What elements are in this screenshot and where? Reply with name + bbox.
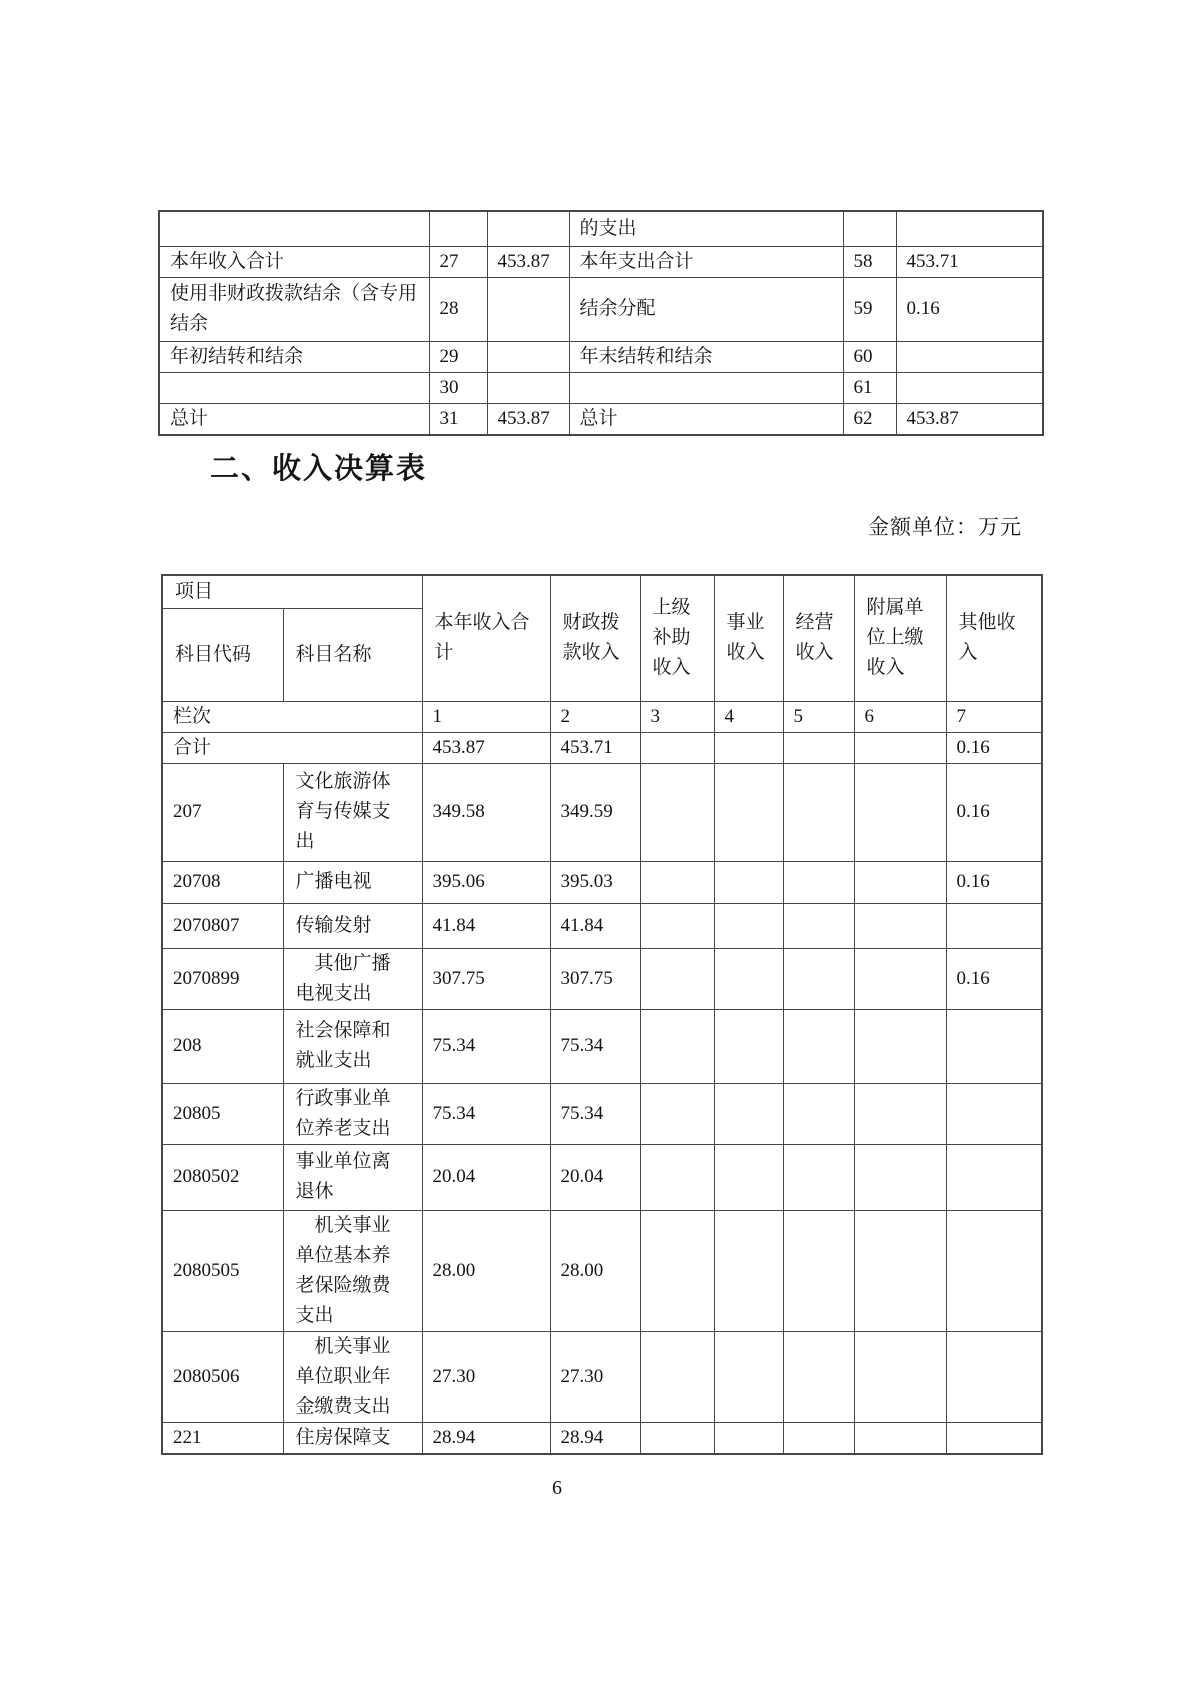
value-cell xyxy=(946,1144,1042,1210)
value-cell xyxy=(783,948,854,1009)
code-cell: 207 xyxy=(162,763,283,861)
summary-cell xyxy=(896,341,1043,372)
value-cell xyxy=(640,948,714,1009)
value-cell: 0.16 xyxy=(946,948,1042,1009)
header-code: 科目代码 xyxy=(162,608,283,701)
value-cell xyxy=(640,1422,714,1454)
page-number: 6 xyxy=(552,1477,562,1499)
summary-cell: 59 xyxy=(843,277,896,341)
value-cell xyxy=(854,1083,946,1144)
value-cell xyxy=(854,861,946,903)
value-cell xyxy=(854,1144,946,1210)
data-row xyxy=(162,763,1042,861)
value-cell: 307.75 xyxy=(422,948,550,1009)
lanci-cell: 5 xyxy=(783,701,854,732)
summary-cell xyxy=(896,211,1043,246)
summary-cell: 58 xyxy=(843,246,896,277)
value-cell xyxy=(854,1210,946,1331)
total-cell xyxy=(783,732,854,763)
value-cell xyxy=(714,903,783,948)
summary-cell xyxy=(487,211,569,246)
header-project: 项目 xyxy=(162,575,422,608)
name-cell: 其他广播电视支出 xyxy=(283,948,422,1009)
code-cell: 2080502 xyxy=(162,1144,283,1210)
value-cell: 28.94 xyxy=(550,1422,640,1454)
value-cell: 41.84 xyxy=(422,903,550,948)
table-row xyxy=(159,277,1043,341)
lanci-row xyxy=(162,701,1042,732)
data-row xyxy=(162,1331,1042,1422)
summary-cell: 60 xyxy=(843,341,896,372)
value-cell xyxy=(783,1422,854,1454)
value-cell xyxy=(714,1331,783,1422)
summary-table xyxy=(158,210,1044,436)
value-cell: 27.30 xyxy=(422,1331,550,1422)
lanci-cell: 7 xyxy=(946,701,1042,732)
data-row xyxy=(162,1144,1042,1210)
summary-cell: 62 xyxy=(843,403,896,435)
value-cell xyxy=(946,903,1042,948)
value-cell: 27.30 xyxy=(550,1331,640,1422)
code-cell: 2070899 xyxy=(162,948,283,1009)
name-cell: 传输发射 xyxy=(283,903,422,948)
lanci-cell: 2 xyxy=(550,701,640,732)
value-cell: 75.34 xyxy=(550,1083,640,1144)
code-cell: 221 xyxy=(162,1422,283,1454)
value-cell xyxy=(854,1331,946,1422)
value-cell xyxy=(783,1144,854,1210)
summary-cell: 30 xyxy=(429,372,487,403)
summary-cell: 使用非财政拨款结余（含专用结余 xyxy=(159,277,429,341)
summary-cell: 453.87 xyxy=(487,246,569,277)
total-label: 合计 xyxy=(162,732,422,763)
unit-note: 金额单位：万元 xyxy=(868,515,1022,539)
summary-cell: 31 xyxy=(429,403,487,435)
header-col: 事业收入 xyxy=(714,575,783,701)
value-cell xyxy=(714,1422,783,1454)
total-row xyxy=(162,732,1042,763)
summary-cell xyxy=(487,341,569,372)
value-cell: 395.06 xyxy=(422,861,550,903)
total-cell: 0.16 xyxy=(946,732,1042,763)
value-cell: 349.58 xyxy=(422,763,550,861)
lanci-cell: 4 xyxy=(714,701,783,732)
value-cell: 307.75 xyxy=(550,948,640,1009)
value-cell: 28.00 xyxy=(550,1210,640,1331)
name-cell: 机关事业单位职业年金缴费支出 xyxy=(283,1331,422,1422)
summary-cell: 453.87 xyxy=(896,403,1043,435)
value-cell xyxy=(640,1210,714,1331)
summary-cell: 本年收入合计 xyxy=(159,246,429,277)
value-cell xyxy=(783,1009,854,1083)
table-row xyxy=(159,403,1043,435)
code-cell: 2080506 xyxy=(162,1331,283,1422)
value-cell xyxy=(714,1210,783,1331)
name-cell: 广播电视 xyxy=(283,861,422,903)
value-cell xyxy=(854,763,946,861)
value-cell xyxy=(714,948,783,1009)
lanci-cell: 3 xyxy=(640,701,714,732)
summary-cell xyxy=(569,372,843,403)
summary-cell xyxy=(429,211,487,246)
code-cell: 2070807 xyxy=(162,903,283,948)
value-cell: 28.94 xyxy=(422,1422,550,1454)
value-cell: 20.04 xyxy=(550,1144,640,1210)
total-cell xyxy=(640,732,714,763)
value-cell: 0.16 xyxy=(946,861,1042,903)
data-row xyxy=(162,1009,1042,1083)
summary-cell: 年末结转和结余 xyxy=(569,341,843,372)
summary-cell: 28 xyxy=(429,277,487,341)
value-cell xyxy=(640,903,714,948)
value-cell xyxy=(640,1144,714,1210)
lanci-cell: 1 xyxy=(422,701,550,732)
value-cell xyxy=(946,1210,1042,1331)
value-cell xyxy=(640,1083,714,1144)
summary-cell: 61 xyxy=(843,372,896,403)
data-row xyxy=(162,948,1042,1009)
total-cell xyxy=(854,732,946,763)
total-cell xyxy=(714,732,783,763)
value-cell: 395.03 xyxy=(550,861,640,903)
summary-cell: 0.16 xyxy=(896,277,1043,341)
summary-cell xyxy=(159,211,429,246)
summary-cell: 29 xyxy=(429,341,487,372)
value-cell xyxy=(946,1083,1042,1144)
value-cell xyxy=(714,1009,783,1083)
value-cell xyxy=(714,861,783,903)
data-row xyxy=(162,903,1042,948)
value-cell xyxy=(946,1422,1042,1454)
value-cell xyxy=(714,1144,783,1210)
name-cell: 行政事业单位养老支出 xyxy=(283,1083,422,1144)
value-cell xyxy=(640,1331,714,1422)
data-row xyxy=(162,1210,1042,1331)
value-cell: 349.59 xyxy=(550,763,640,861)
summary-cell: 总计 xyxy=(159,403,429,435)
name-cell: 事业单位离退休 xyxy=(283,1144,422,1210)
summary-cell xyxy=(487,277,569,341)
name-cell: 住房保障支 xyxy=(283,1422,422,1454)
header-col: 其他收入 xyxy=(946,575,1042,701)
lanci-label: 栏次 xyxy=(162,701,422,732)
value-cell xyxy=(854,903,946,948)
data-row xyxy=(162,861,1042,903)
header-col: 经营收入 xyxy=(783,575,854,701)
table-row xyxy=(159,211,1043,246)
name-cell: 机关事业单位基本养老保险缴费支出 xyxy=(283,1210,422,1331)
data-row xyxy=(162,1422,1042,1454)
value-cell xyxy=(783,1210,854,1331)
value-cell xyxy=(783,1331,854,1422)
table-row xyxy=(159,246,1043,277)
table-row xyxy=(159,372,1043,403)
summary-cell: 年初结转和结余 xyxy=(159,341,429,372)
value-cell: 75.34 xyxy=(550,1009,640,1083)
summary-cell: 结余分配 xyxy=(569,277,843,341)
value-cell xyxy=(714,1083,783,1144)
value-cell xyxy=(854,948,946,1009)
value-cell: 75.34 xyxy=(422,1009,550,1083)
total-cell: 453.71 xyxy=(550,732,640,763)
value-cell xyxy=(946,1331,1042,1422)
summary-cell: 453.87 xyxy=(487,403,569,435)
header-col: 上级补助收入 xyxy=(640,575,714,701)
value-cell: 20.04 xyxy=(422,1144,550,1210)
value-cell: 0.16 xyxy=(946,763,1042,861)
table-row xyxy=(159,341,1043,372)
value-cell xyxy=(783,763,854,861)
header-name: 科目名称 xyxy=(283,608,422,701)
code-cell: 2080505 xyxy=(162,1210,283,1331)
total-cell: 453.87 xyxy=(422,732,550,763)
value-cell: 41.84 xyxy=(550,903,640,948)
summary-cell xyxy=(843,211,896,246)
income-table xyxy=(161,574,1043,1455)
summary-cell xyxy=(896,372,1043,403)
value-cell xyxy=(640,1009,714,1083)
code-cell: 20708 xyxy=(162,861,283,903)
summary-cell: 总计 xyxy=(569,403,843,435)
value-cell xyxy=(854,1009,946,1083)
code-cell: 208 xyxy=(162,1009,283,1083)
summary-cell: 的支出 xyxy=(569,211,843,246)
value-cell xyxy=(783,861,854,903)
name-cell: 文化旅游体育与传媒支出 xyxy=(283,763,422,861)
value-cell xyxy=(640,763,714,861)
summary-cell xyxy=(487,372,569,403)
value-cell xyxy=(783,903,854,948)
header-col: 财政拨款收入 xyxy=(550,575,640,701)
value-cell xyxy=(946,1009,1042,1083)
summary-cell: 453.71 xyxy=(896,246,1043,277)
value-cell xyxy=(640,861,714,903)
name-cell: 社会保障和就业支出 xyxy=(283,1009,422,1083)
section-title: 二、收入决算表 xyxy=(210,453,428,485)
value-cell xyxy=(714,763,783,861)
data-row xyxy=(162,1083,1042,1144)
summary-cell: 本年支出合计 xyxy=(569,246,843,277)
summary-cell xyxy=(159,372,429,403)
header-col: 附属单位上缴收入 xyxy=(854,575,946,701)
value-cell xyxy=(854,1422,946,1454)
lanci-cell: 6 xyxy=(854,701,946,732)
header-row xyxy=(162,575,1042,608)
value-cell xyxy=(783,1083,854,1144)
summary-cell: 27 xyxy=(429,246,487,277)
value-cell: 28.00 xyxy=(422,1210,550,1331)
header-col: 本年收入合计 xyxy=(422,575,550,701)
value-cell: 75.34 xyxy=(422,1083,550,1144)
code-cell: 20805 xyxy=(162,1083,283,1144)
